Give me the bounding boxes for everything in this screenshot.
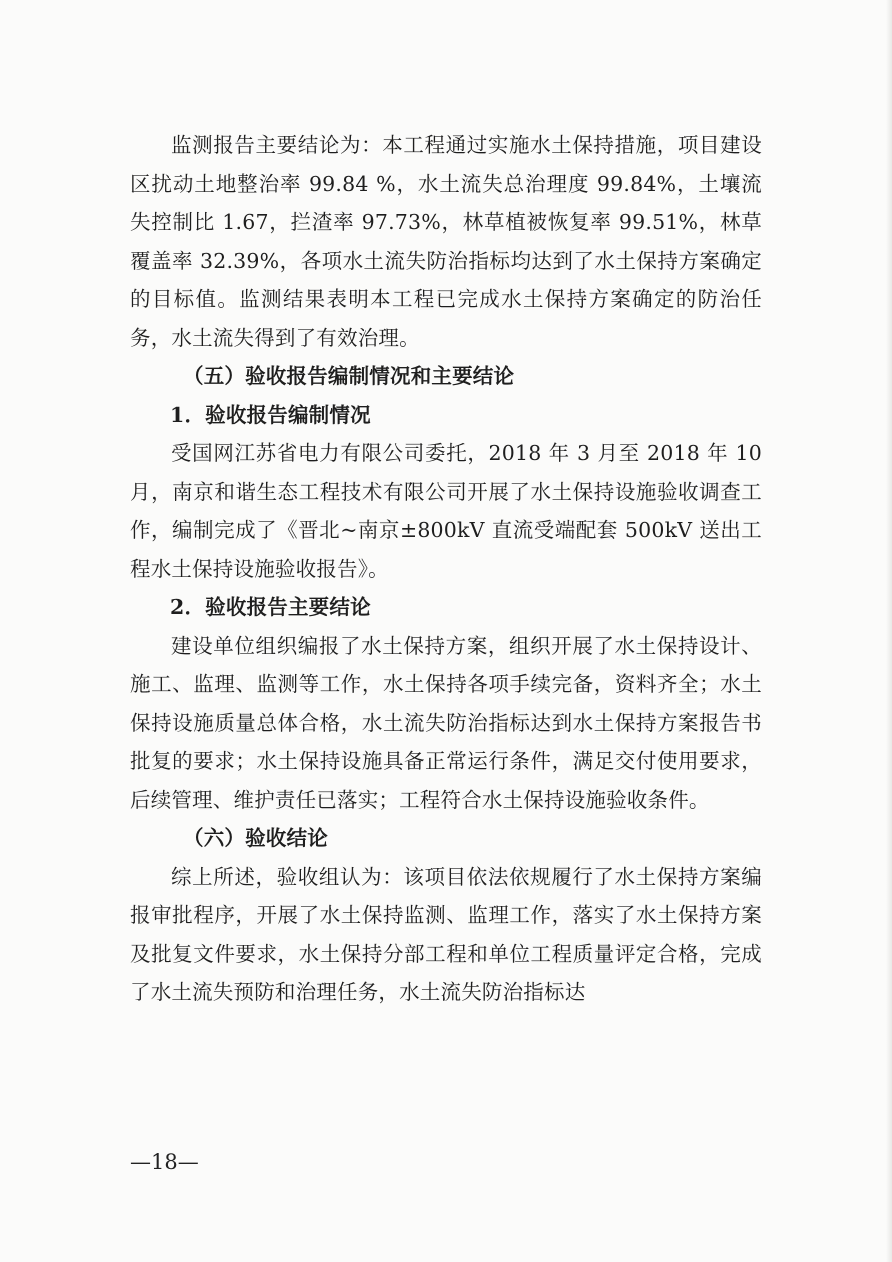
subsection-heading-2: 2．验收报告主要结论 [170,595,371,619]
subsection-heading-1: 1．验收报告编制情况 [170,402,371,427]
paragraph-monitoring-conclusion: 监测报告主要结论为：本工程通过实施水土保持措施，项目建设区扰动土地整治率 99.84 %，水土流失总治理度 99.84%，土壤流失控制比 1.67，拦渣率 97.73%，林草植被恢复率 99.51%，林草覆盖率 32.39%，各项水土流失防治指标均达到了水土保持方案确定的目标值。监测结果表明本工程已完成水土保持方案确定的防治任务，水土流失得到了有效治理。 [130,133,762,350]
paragraph-acceptance-conclusion: 综上所述，验收组认为：该项目依法依规履行了水土保持方案编报审批程序，开展了水土保持监测、监理工作，落实了水土保持方案及批复文件要求，水土保持分部工程和单位工程质量评定合格，完成了水土流失预防和治理任务，水土流失防治指标达 [130,864,762,1004]
section-heading-6: （六）验收结论 [183,826,328,850]
scan-edge-shadow [886,0,892,1262]
section-heading-5: （五）验收报告编制情况和主要结论 [183,364,515,388]
page-number: —18— [130,1150,199,1174]
paragraph-report-compilation: 受国网江苏省电力有限公司委托，2018 年 3 月至 2018 年 10 月，南京和谐生态工程技术有限公司开展了水土保持设施验收调查工作，编制完成了《晋北~南京±800kV 直流受端配套 500kV 送出工程水土保持设施验收报告》。 [130,441,762,581]
paragraph-report-conclusion: 建设单位组织编报了水土保持方案，组织开展了水土保持设计、施工、监理、监测等工作，水土保持各项手续完备，资料齐全；水土保持设施质量总体合格，水土流失防治指标达到水土保持方案报告书批复的要求；水土保持设施具备正常运行条件，满足交付使用要求，后续管理、维护责任已落实；工程符合水土保持设施验收条件。 [130,633,762,812]
document-body [130,126,762,1012]
